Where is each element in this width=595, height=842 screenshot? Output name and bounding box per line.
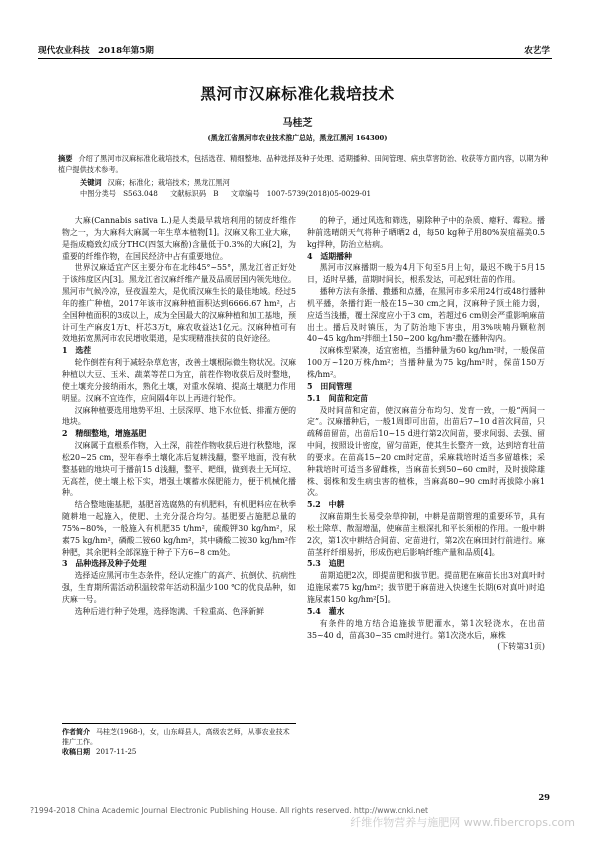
article-title: 黑河市汉麻标准化栽培技术 [200,84,395,103]
keywords-label: 关键词 [80,178,102,187]
author-name: 马桂芝 [282,118,313,129]
section-heading-2: 2 精细整地，增施基肥 [62,429,147,439]
page-number: 29 [538,792,550,802]
subsection-5-3-paragraph: 苗期追肥2次，即提苗肥和拔节肥。提苗肥在麻苗长出3对真叶时追施尿素75 kg/hm²；拔节肥于麻苗进入快速生长期(6对真叶)时追施尿素150 kg/hm²[5]。 [307,571,545,604]
subsection-heading-5-4: 5.4 灌水 [307,606,345,616]
section-4-paragraph: 黑河市汉麻播期一般为4月下旬至5月上旬，最迟不晚于5月15日，适时早播，苗期时间长，根系发达，可起到壮苗的作用。 [307,263,545,285]
section-header: 农艺学 [524,46,550,56]
journal-header: 现代农业科技 2018年第5期 [38,46,154,56]
section-1-paragraph-2: 汉麻种植要选用地势平坦、土层深厚、地下水位低、排灌方便的地块。 [62,405,296,427]
keywords-text: 汉麻；标准化；栽培技术；黑龙江黑河 [107,178,230,187]
header-rule [38,58,552,59]
abstract [58,153,548,176]
section-4-paragraph-2: 播种方法有条播、撒播和点播，在黑河市多采用24行或48行播种机平播，条播行距一般在15~30 cm之间，汉麻种子顶土能力弱，应适当浅播，覆土深度应小于3 cm，若超过6 cm则会严重影响麻苗出土。播后及时镇压，为了防治地下害虫，用3%呋喃丹颗粒剂40~45 kg/hm²拌细土150~200 kg/hm²撒在播种沟内。 [307,287,545,344]
author-footnote [62,723,296,758]
article-meta [80,188,550,199]
left-column [62,215,296,618]
section-4-paragraph-3: 汉麻株型紧凑，适宜密植，当播种量为60 kg/hm²时，一般保苗100万~120万株/hm²；当播种量为75 kg/hm²时，保苗150万株/hm²。 [307,346,545,379]
subsection-5-2-paragraph: 汉麻苗期生长易受杂草抑制，中耕是苗期管理的重要环节，具有松土除草、散湿增温，使麻苗主根深扎和平长须根的作用。一般中耕2次，第1次中耕结合间苗、定苗进行，第2次在麻田封行前进行。麻苗茎秆纤细易折，形成伤疤后影响纤维产量和品质[4]。 [307,512,545,557]
clc-number: 中图分类号 S563.048 [80,189,158,198]
intro-paragraph-1: 大麻(Cannabis sativa L.)是人类最早栽培利用的韧皮纤维作物之一，为大麻科大麻属一年生草本植物[1]。汉麻又称工业大麻，是指成瘾致幻成分THC(四氢大麻酚)含量低于0.3%的大麻[2]，为重要的纤维作物，在国民经济中占有重要地位。 [62,216,296,261]
section-3-paragraph-2: 选种后进行种子处理，选择饱满、千粒重高、色泽新鲜 [74,606,265,616]
keywords [80,177,540,188]
copyright-footer: ?1994-2018 China Academic Journal Electronic Publishing House. All rights reserved. http://www.cnki.net [30,806,429,815]
section-heading-1: 1 选茬 [62,346,92,356]
abstract-label: 摘要 [58,154,73,163]
subsection-heading-5-3: 5.3 追肥 [307,559,345,569]
subsection-heading-5-2: 5.2 中耕 [307,500,345,510]
subsection-5-1-paragraph: 及时间苗和定苗，使汉麻苗分布均匀、发育一致，一般“两间一定”。汉麻播种后，一般1周即可出苗，出苗后7~10 d首次间苗，只疏稀苗留苗，出苗后10~15 d进行第2次间苗，要求间弱、去强、留中间，按照设计密度，留匀苗距，使其生长整齐一致，达到培育壮苗的要求。在苗高15~20 cm时定苗，采麻栽培时适当多留雄株；采种栽培时可适当多留雌株，当麻苗长到50~60 cm时，及时拔除雄株、弱株和发生病虫害的植株，当麻高80~90 cm时再拔除小麻1次。 [307,405,545,498]
section-2-paragraph: 汉麻属于直根系作物，入土深，前茬作物收获后进行秋整地，深松20~25 cm，翌年春季土壤化冻后复耕浅翻，整平地面，没有秋整基础的地块可于播前15 d浅翻，整平、耙细，做到表土无坷垃、无高茬，使土壤上松下实，增强土壤蓄水保肥能力，便于机械化播种。 [62,441,296,498]
author-bio-label: 作者简介 [62,727,90,736]
site-watermark: 纤维作物营养与施肥网 www.fibercrops.com [350,816,575,829]
subsection-heading-5-1: 5.1 间苗和定苗 [307,393,369,403]
received-date: 2017-11-25 [96,748,137,757]
received-date-label: 收稿日期 [62,747,90,757]
section-2-paragraph-2: 结合整地施基肥，基肥首选腐熟的有机肥料，有机肥料应在秋季随耕地一起施入，使肥、土充分混合均匀。基肥要占施肥总量的75%~80%，一般施入有机肥35 t/hm²，硫酸钾30 kg/hm²，尿素75 kg/hm²，磷酸二铵60 kg/hm²，其中磷酸二铵30 kg/hm²作种肥，其余肥料全部深施于种子下方6~8 cm处。 [62,500,296,557]
continued-note: (下转第31页) [497,642,545,652]
section-heading-4: 4 适期播种 [307,251,352,261]
section-3-continuation: 的种子，通过风选和筛选，剔除种子中的杂质、瘪籽、霉粒。播种前选晴朗天气将种子晒晒2 d，每50 kg种子用80%炭疽福美0.5 kg拌种，防治立枯病。 [307,216,545,249]
section-3-paragraph: 选择适应黑河市生态条件，经认定推广的高产、抗倒伏、抗病性强，生育期所需活动积温较常年活动积温少100 ℃的优良品种，如庆麻一号。 [62,571,296,604]
section-heading-3: 3 品种选择及种子处理 [62,559,147,569]
section-heading-5: 5 田间管理 [307,381,352,391]
right-column [307,215,545,653]
document-code: 文献标识码 B [170,189,219,198]
section-1-paragraph: 轮作倒茬有利于减轻杂草危害，改善土壤根际微生物状况。汉麻种植以大豆、玉米、蔬菜等茬口为宜，前茬作物收获后及时整地，使土壤充分接纳雨水，熟化土壤，对重水保墒、提高土壤肥力作用明显。汉麻不宜连作，应间隔4年以上再进行轮作。 [62,358,296,403]
author-bio-text: 马桂芝(1968-)，女，山东峄县人，高级农艺师，从事农业技术推广工作。 [62,728,290,747]
author-affiliation: (黑龙江省黑河市农业技术推广总站，黑龙江黑河 164300) [207,134,388,142]
article-number: 文章编号 1007-5739(2018)05-0029-01 [230,189,372,198]
subsection-5-4-paragraph: 有条件的地方结合追施拔节肥灌水，第1次轻浇水，在出苗35~40 d，苗高30~35 cm时进行。第1次浇水后，麻株 [307,618,545,640]
abstract-text: 介绍了黑河市汉麻标准化栽培技术，包括选茬、精细整地、品种选择及种子处理、适期播种、田间管理、病虫草害防治、收获等方面内容，以期为种植户提供技术参考。 [58,154,548,175]
intro-paragraph-2: 世界汉麻适宜产区主要分布在北纬45°~55°，黑龙江省正好处于该纬度区内[3]。黑龙江省汉麻纤维产量及品质居国内领先地位。黑河市气候冷凉，昼夜温差大，是优质汉麻生长的最佳地域。经过5年的推广种植，2017年该市汉麻种植面积达到6666.67 hm²，占全国种植面积的3成以上，成为全国最大的汉麻种植和加工基地，预计可生产麻皮1万t、杆芯3万t，麻农收益达1亿元。汉麻种植可有效地拓宽黑河市农民增收渠道，是实现精准扶贫的良好途径。 [62,263,296,344]
